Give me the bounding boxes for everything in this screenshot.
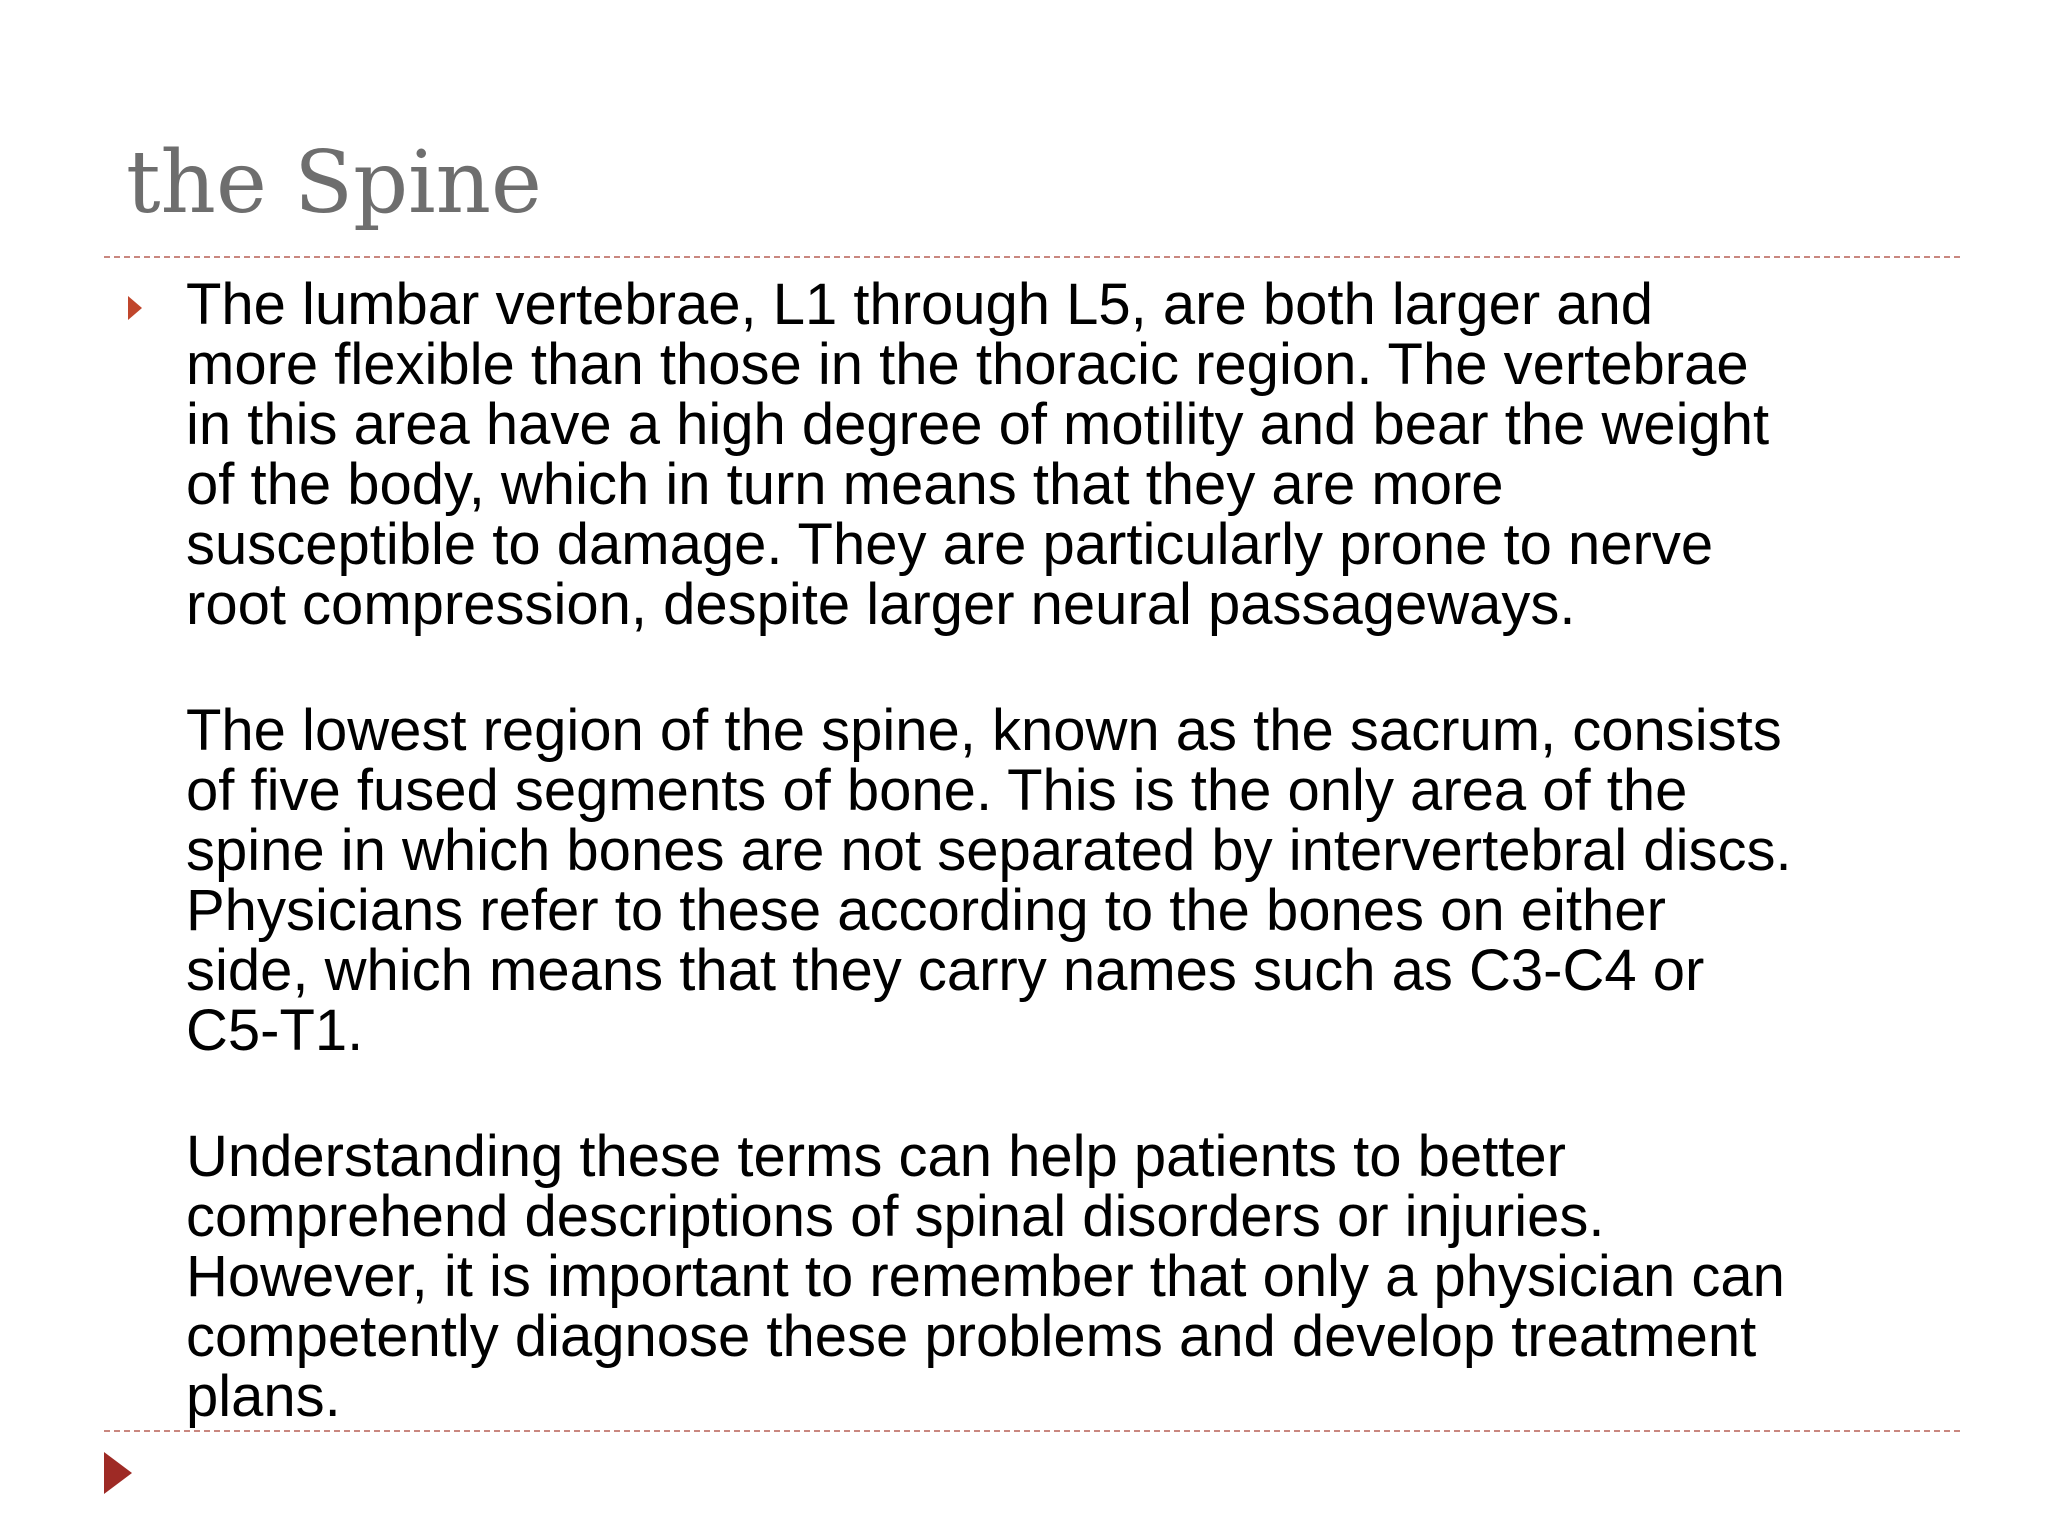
text-line: of the body, which in turn means that they are more [186,452,1504,517]
slide-title: the Spine [126,133,542,233]
text-line: Physicians refer to these according to the bones on either [186,878,1666,943]
paragraph-understanding [186,1124,1976,1429]
text-line: more flexible than those in the thoracic region. The vertebrae [186,332,1749,397]
paragraph-sacrum [186,698,1976,1063]
text-line: susceptible to damage. They are particularly prone to nerve [186,512,1714,577]
text-line: side, which means that they carry names such as C3-C4 or [186,938,1705,1003]
bullet-triangle-icon [128,296,142,320]
text-line: in this area have a high degree of motility and bear the weight [186,392,1770,457]
text-line: root compression, despite larger neural passageways. [186,572,1576,637]
paragraph-spacer [186,1061,1976,1127]
text-line: plans. [186,1364,341,1429]
text-line: of five fused segments of bone. This is the only area of the [186,758,1688,823]
text-line: Understanding these terms can help patients to better [186,1124,1566,1189]
paragraph-spacer [186,635,1976,701]
text-line: spine in which bones are not separated by intervertebral discs. [186,818,1792,883]
text-line: C5-T1. [186,998,364,1063]
text-line: However, it is important to remember that only a physician can [186,1244,1785,1309]
footer-divider [104,1430,1960,1432]
paragraph-lumbar [186,272,1976,637]
text-line: comprehend descriptions of spinal disorders or injuries. [186,1184,1605,1249]
title-divider [104,256,1960,258]
text-line: competently diagnose these problems and develop treatment [186,1304,1757,1369]
text-line: The lowest region of the spine, known as the sacrum, consists [186,698,1782,763]
slide-body [186,272,1976,1429]
text-line: The lumbar vertebrae, L1 through L5, are both larger and [186,272,1654,337]
footer-triangle-icon [104,1452,132,1494]
